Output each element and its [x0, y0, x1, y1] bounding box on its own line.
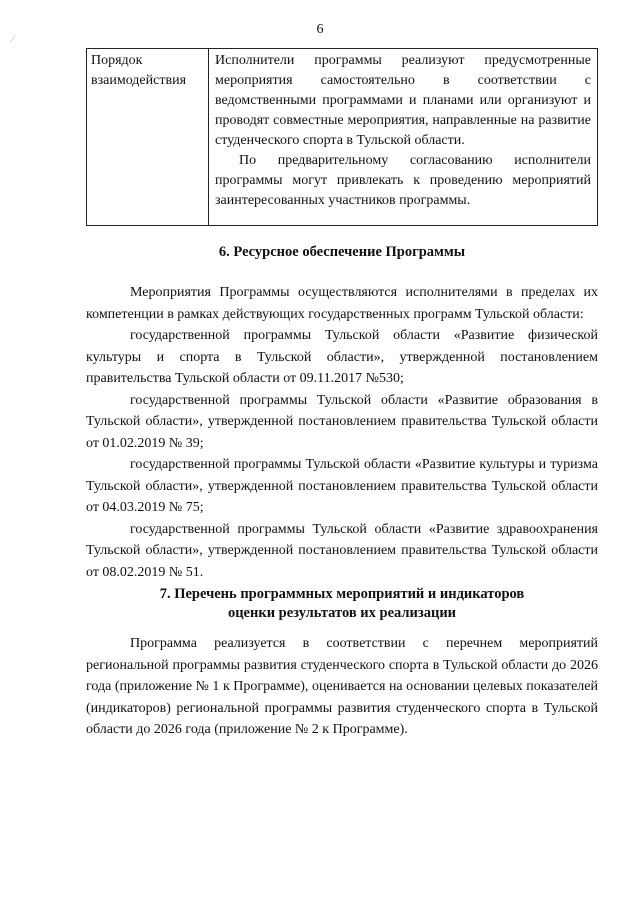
section-7-heading-line-2: оценки результатов их реализации	[227, 605, 457, 621]
section-7-heading	[86, 585, 598, 623]
table-paragraph-2: По предварительному согласованию исполнители программы могут привлекать к проведению мероприятий заинтересованных участников программы.	[215, 153, 591, 208]
interaction-table	[86, 48, 598, 226]
section-6-heading: 6. Ресурсное обеспечение Программы	[218, 244, 466, 260]
section-7-body	[86, 633, 598, 741]
scan-edge-mark: ⁄	[12, 34, 14, 45]
section-6-paragraph: государственной программы Тульской области «Развитие образования в Тульской области», утвержденной постановлением правительства Тульской области от 01.02.2019 № 39;	[86, 392, 598, 451]
section-7-heading-line-1: 7. Перечень программных мероприятий и индикаторов	[159, 586, 525, 602]
table-paragraph-1: Исполнители программы реализуют предусмотренные мероприятия самостоятельно в соответствии с ведомственными программами и планами или организуют и проводят совместные мероприятия, направленные на развитие студенческого спорта в Тульской области.	[215, 53, 591, 148]
section-6-paragraph: государственной программы Тульской области «Развитие здравоохранения Тульской области», утвержденной постановлением правительства Тульской области от 08.02.2019 № 51.	[86, 521, 598, 580]
section-7-paragraph: Программа реализуется в соответствии с перечнем мероприятий региональной программы развития студенческого спорта в Тульской области до 2026 года (приложение № 1 к Программе), оценивается на основании целевых показателей (индикаторов) региональной программы развития студенческого спорта в Тульской области до 2026 года (приложение № 2 к Программе).	[86, 636, 598, 737]
table-label-cell: Порядок взаимодействия	[87, 49, 209, 226]
table-content-cell	[209, 49, 598, 226]
section-6-paragraph: государственной программы Тульской области «Развитие культуры и туризма Тульской области», утвержденной постановлением правительства Тульской области от 04.03.2019 № 75;	[86, 457, 598, 515]
section-6-paragraph: Мероприятия Программы осуществляются исполнителями в пределах их компетенции в рамках действующих государственных программ Тульской области:	[86, 285, 598, 322]
section-6-body	[86, 282, 598, 583]
section-6-paragraph: государственной программы Тульской области «Развитие физической культуры и спорта в Тульской области», утвержденной постановлением правительства Тульской области от 09.11.2017 №530;	[86, 328, 598, 386]
table-row	[87, 49, 598, 226]
page-number: 6	[316, 22, 324, 37]
